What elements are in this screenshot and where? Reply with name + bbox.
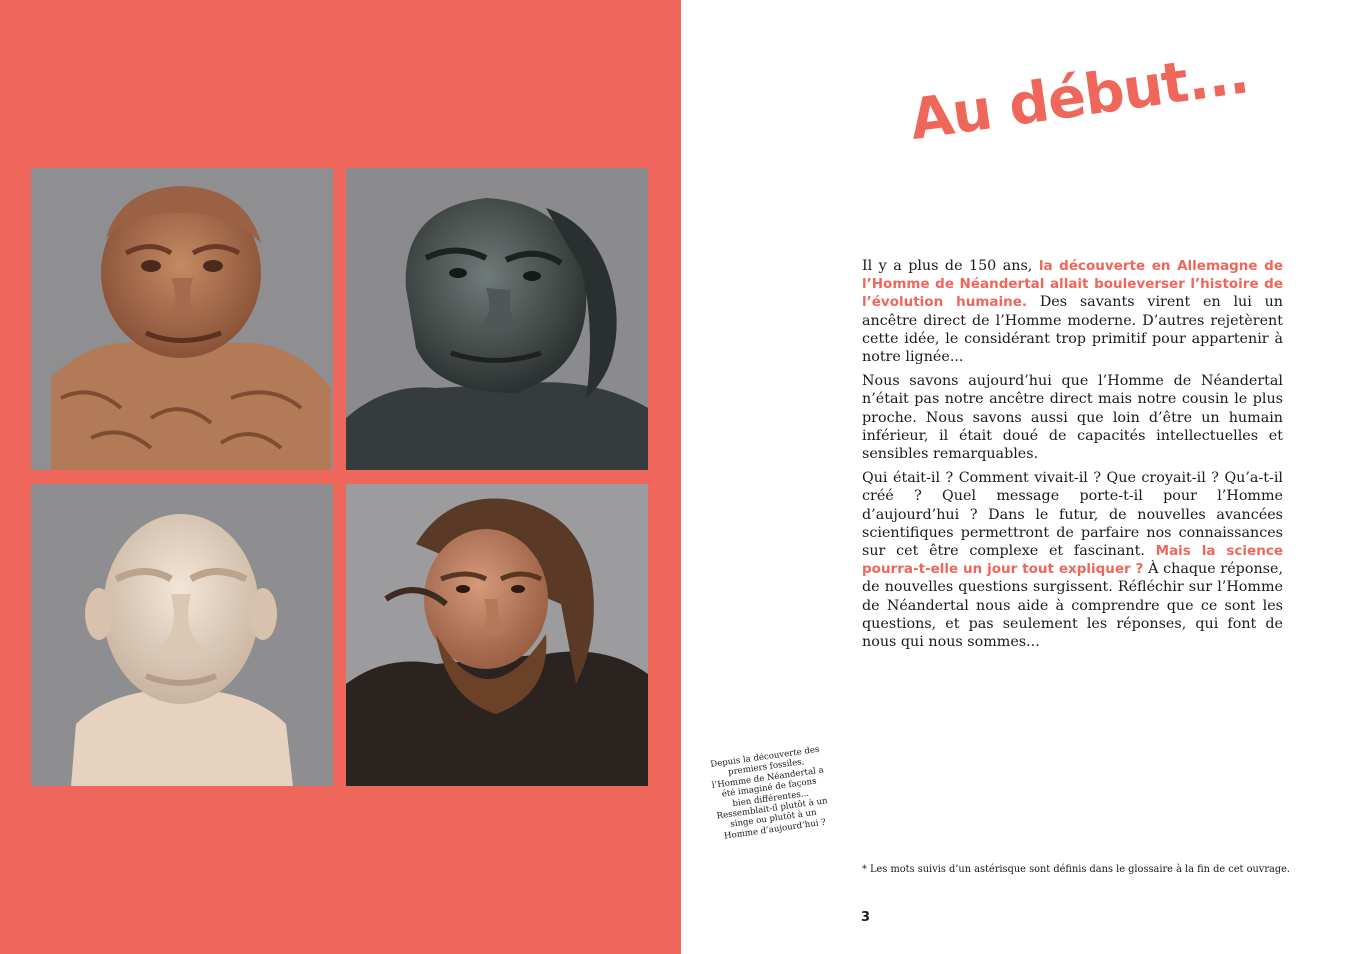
paragraph-3-intro: Qui était-il ? Comment vivait-il ? Que croyait-il ? Qu’a-t-il créé ? Quel message porte-t-il pour l’Homme d’aujourd’hui ? Dans le futur, de nouvelles avancées scientifiques permettront de parfaire nos connaissances sur cet être complexe et fascinant. bbox=[862, 470, 1283, 560]
photo-white-plaster-bust bbox=[31, 484, 333, 786]
footnote: * Les mots suivis d’un astérisque sont définis dans le glossaire à la fin de cet ouvrage. bbox=[862, 864, 1291, 875]
paragraph-2: Nous savons aujourd’hui que l’Homme de Néandertal n’était pas notre ancêtre direct mais notre cousin le plus proche. Nous savons aussi que loin d’être un humain inférieur, il était doué de capacités intellectuelles et sensibles remarquables. bbox=[862, 373, 1283, 463]
paragraph-1-intro: Il y a plus de 150 ans, bbox=[862, 258, 1039, 274]
paragraph-1-highlight: la découverte en Allemagne de l’Homme de Néandertal allait bouleverser l’histoire de l’évolution humaine. bbox=[862, 258, 1283, 311]
page-title: Au début... bbox=[905, 41, 1253, 153]
body-text bbox=[862, 257, 1283, 657]
image-caption: Depuis la découverte des premiers fossiles, l’Homme de Néandertal a été imaginé de façons bien différentes... Ressemblait-il plutôt à un singe ou plutôt à un Homme d’aujourd’hui ? bbox=[709, 744, 829, 842]
photo-neanderthal-reconstruction bbox=[346, 484, 648, 786]
page-number: 3 bbox=[861, 910, 871, 925]
photo-bronze-bust bbox=[346, 168, 648, 470]
paragraph-3-rest: À chaque réponse, de nouvelles questions surgissent. Réfléchir sur l’Homme de Néandertal nous aide à comprendre que ce sont les questions, et pas seulement les réponses, qui font de nous qui nous sommes... bbox=[862, 561, 1283, 651]
paragraph-1-rest: Des savants virent en lui un ancêtre direct de l’Homme moderne. D’autres rejetèrent cette idée, le considérant trop primitif pour appartenir à notre lignée... bbox=[862, 294, 1283, 366]
paragraph-3 bbox=[862, 469, 1283, 651]
paragraph-3-highlight: Mais la science pourra-t-elle un jour tout expliquer ? bbox=[862, 543, 1283, 578]
photo-terracotta-bust bbox=[31, 168, 333, 470]
paragraph-1 bbox=[862, 257, 1283, 366]
